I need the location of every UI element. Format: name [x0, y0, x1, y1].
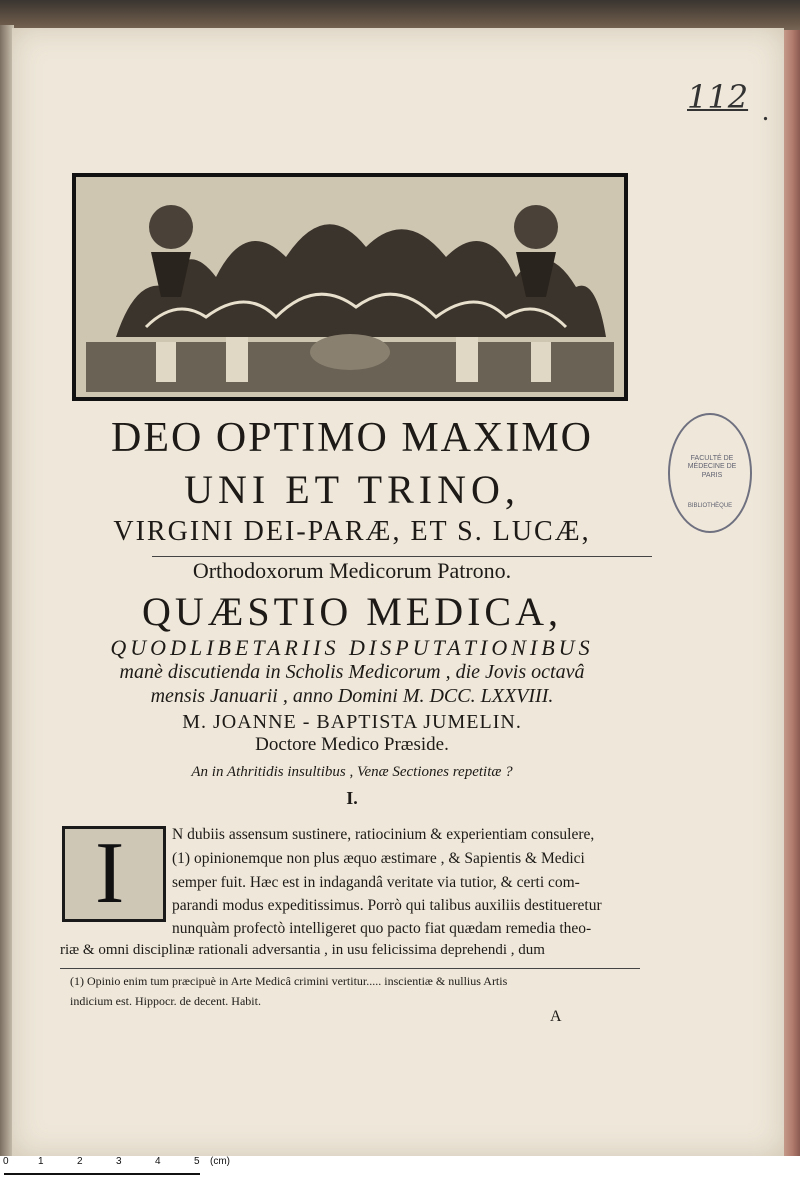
scale-label-2: 2 — [77, 1156, 83, 1167]
footnote-line-2: indicium est. Hippocr. de decent. Habit. — [70, 994, 261, 1008]
measurement-scale — [0, 1156, 800, 1189]
dedication-line-4: Orthodoxorum Medicorum Patrono. — [192, 558, 512, 583]
footnote-line-1: (1) Opinio enim tum præcipuè in Arte Medicâ crimini vertitur..... inscientiæ & nullius Artis — [70, 974, 508, 988]
folio-number: 112 — [687, 78, 749, 116]
quaestio-heading: QUÆSTIO MEDICA, — [142, 589, 562, 634]
scale-label-3: 3 — [116, 1156, 122, 1167]
body-line-5: nunquàm profectò intelligeret quo pacto fiat quædam remedia theo- — [172, 920, 592, 937]
question-line: An in Athritidis insultibus , Venæ Sectiones repetitæ ? — [191, 764, 513, 780]
footnote-rule — [60, 968, 640, 969]
stamp-bottom-text: BIBLIOTHÈQUE — [687, 503, 733, 509]
praeses-name: M. JOANNE - BAPTISTA JUMELIN. — [182, 711, 522, 733]
ornament-engraving — [76, 177, 624, 397]
ruler-line — [4, 1173, 200, 1175]
dedication-line-1: DEO OPTIMO MAXIMO — [111, 415, 593, 461]
body-line-3: semper fuit. Hæc est in indagandâ veritate via tutior, & certi com- — [172, 874, 580, 891]
title-rule — [152, 556, 652, 557]
body-line-6: riæ & omni disciplinæ rationali adversantia , in usu felicissima deprehendi , dum — [60, 942, 545, 958]
scale-label-4: 4 — [155, 1156, 161, 1167]
praeses-title: Doctore Medico Præside. — [255, 734, 449, 755]
dedication-line-3: VIRGINI DEI-PARÆ, ET S. LUCÆ, — [113, 516, 591, 547]
body-line-2: (1) opinionemque non plus æquo æstimare , & Sapientis & Medici — [172, 850, 585, 867]
body-line-4: parandi modus expeditissimus. Porrò qui talibus auxiliis destitueretur — [172, 897, 602, 914]
scale-label-0: 0 — [3, 1156, 9, 1167]
section-number: I. — [346, 788, 358, 808]
scale-unit-label: (cm) — [210, 1156, 230, 1167]
disputationes-line: QUODLIBETARIIS DISPUTATIONIBUS — [110, 635, 594, 660]
drop-cap — [62, 826, 166, 922]
scale-label-1: 1 — [38, 1156, 44, 1167]
folio-dot: . — [762, 96, 769, 127]
body-line-1: N dubiis assensum sustinere, ratiocinium & experientiam consulere, — [172, 826, 595, 843]
catchword: A — [550, 1008, 562, 1025]
stamp-text: FACULTÉ DE MÉDECINE DE PARIS — [687, 455, 737, 479]
date-line-1: manè discutienda in Scholis Medicorum , die Jovis octavâ — [119, 661, 585, 683]
scale-label-5: 5 — [194, 1156, 200, 1167]
drop-cap-letter: I — [95, 825, 125, 922]
ornamental-headpiece — [72, 173, 628, 401]
document-page — [12, 28, 784, 1156]
dedication-line-2: UNI ET TRINO, — [184, 467, 520, 512]
page-edge-right — [782, 30, 800, 1160]
date-line-2: mensis Januarii , anno Domini M. DCC. LXXVIII. — [150, 685, 554, 707]
